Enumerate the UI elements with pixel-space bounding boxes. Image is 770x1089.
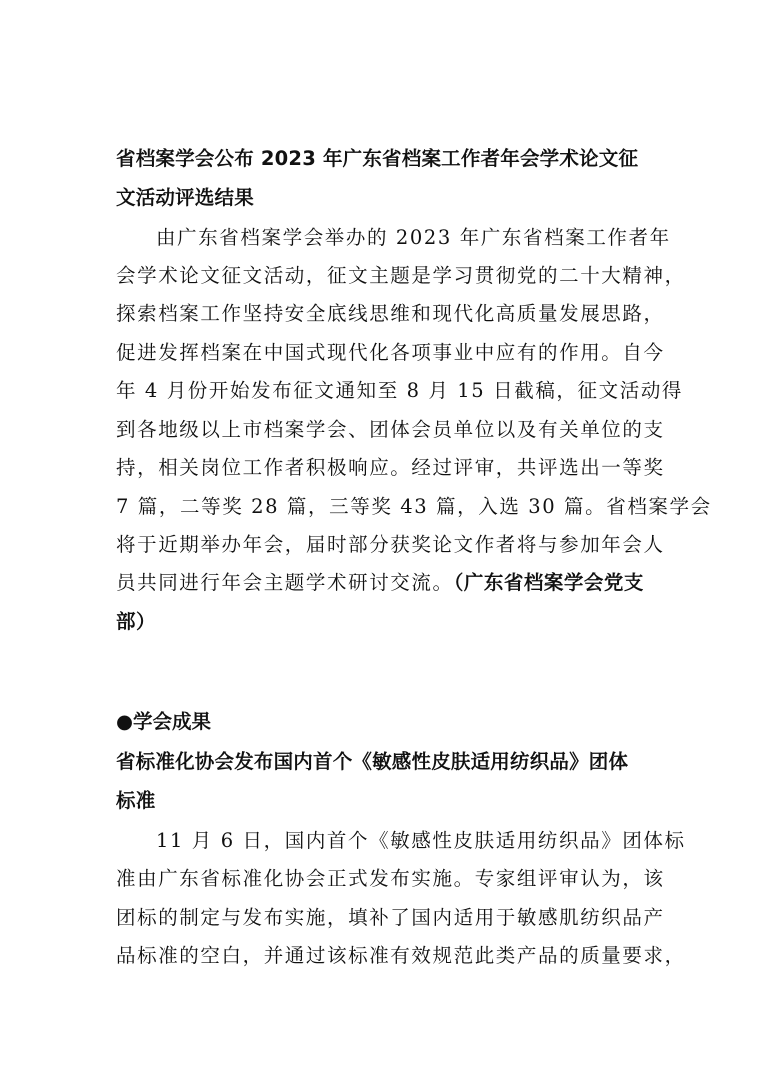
article1-title-line-2: 文活动评选结果 <box>116 186 254 209</box>
article1-source-part-2: 部） <box>116 610 157 633</box>
article2-body-line-1: 11 月 6 日，国内首个《敏感性皮肤适用纺织品》团体标 <box>156 829 686 852</box>
article2-body-line-4: 品标准的空白，并通过该标准有效规范此类产品的质量要求， <box>116 944 686 967</box>
article2-body-line-3: 团标的制定与发布实施，填补了国内适用于敏感肌纺织品产 <box>116 906 665 929</box>
section-heading: ●学会成果 <box>116 710 212 733</box>
article1-body-line-8: 7 篇，二等奖 28 篇，三等奖 43 篇，入选 30 篇。省档案学会 <box>116 495 712 518</box>
article1-body-line-2: 会学术论文征文活动，征文主题是学习贯彻党的二十大精神， <box>116 264 686 287</box>
article1-body-line-4: 促进发挥档案在中国式现代化各项事业中应有的作用。自今 <box>116 341 665 364</box>
article1-body-line-7: 持，相关岗位工作者积极响应。经过评审，共评选出一等奖 <box>116 456 665 479</box>
article1-body-last-text: 员共同进行年会主题学术研讨交流。 <box>116 571 454 594</box>
article1-body-line-6: 到各地级以上市档案学会、团体会员单位以及有关单位的支 <box>116 418 665 441</box>
article1-source-part-1: （广东省档案学会党支 <box>453 571 644 594</box>
article1-body-line-9: 将于近期举办年会，届时部分获奖论文作者将与参加年会人 <box>116 533 665 556</box>
article2-title-line-1: 省标准化协会发布国内首个《敏感性皮肤适用纺织品》团体 <box>116 750 629 773</box>
article2-title-line-2: 标准 <box>116 789 156 812</box>
article1-body-line-5: 年 4 月份开始发布征文通知至 8 月 15 日截稿，征文活动得 <box>116 379 684 402</box>
article1-title-line-1: 省档案学会公布 2023 年广东省档案工作者年会学术论文征 <box>116 147 639 170</box>
article1-body-line-10 <box>116 567 644 595</box>
article2-body-line-2: 准由广东省标准化协会正式发布实施。专家组评审认为，该 <box>116 867 665 890</box>
article1-body-line-3: 探索档案工作坚持安全底线思维和现代化高质量发展思路， <box>116 302 665 325</box>
article1-body-line-1: 由广东省档案学会举办的 2023 年广东省档案工作者年 <box>156 226 671 249</box>
